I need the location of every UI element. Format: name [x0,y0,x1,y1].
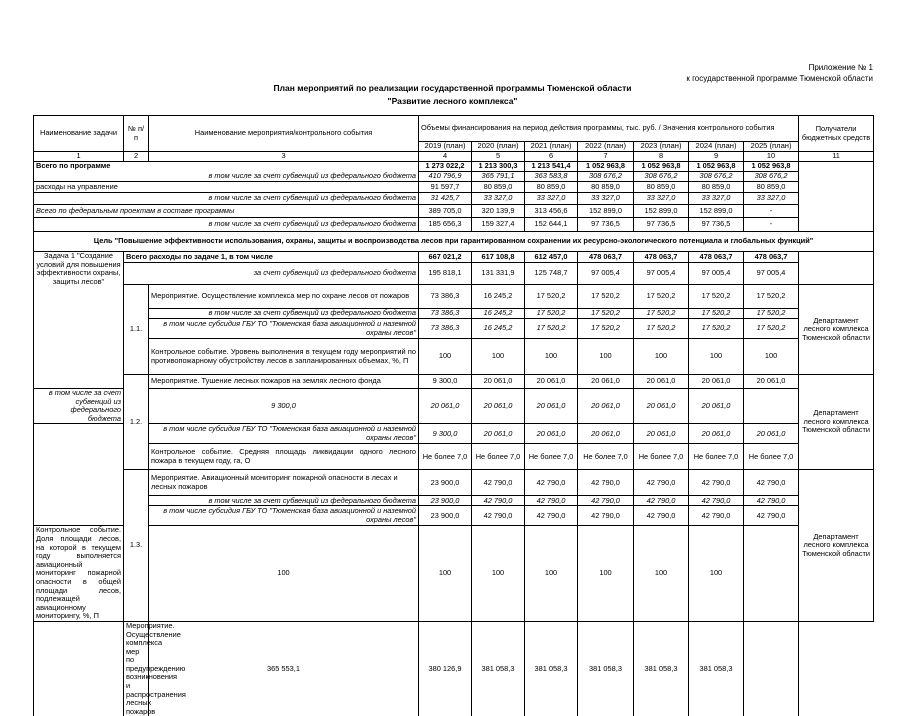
value-cell: 20 061,0 [744,424,799,444]
value-cell: 100 [578,526,634,622]
year-2024: 2024 (план) [689,142,744,152]
value-cell: 42 790,0 [744,470,799,496]
event-name: Мероприятие. Авиационный мониторинг пожарной опасности в лесах и лесных пожаров [149,470,419,496]
value-cell: 308 676,2 [744,172,799,182]
value-cell: 20 061,0 [578,389,634,424]
row-label: в том числе за счет субвенций из федерального бюджета [34,172,419,182]
value-cell: 20 061,0 [689,424,744,444]
col-number: 7 [578,152,634,162]
value-cell: 42 790,0 [525,470,578,496]
table-row [34,470,874,496]
value-cell: 100 [744,339,799,375]
value-cell: Не более 7,0 [525,444,578,470]
value-cell: 33 327,0 [634,193,689,205]
value-cell: 16 245,2 [472,285,525,309]
value-cell: 313 456,6 [525,205,578,218]
value-cell: 80 859,0 [744,182,799,193]
value-cell: 97 005,4 [689,263,744,285]
table-row [34,285,874,309]
value-cell: 381 058,3 [634,621,689,716]
year-2021: 2021 (план) [525,142,578,152]
value-cell: 23 900,0 [419,506,472,526]
col-number: 5 [472,152,525,162]
goal-text: Цель "Повышение эффективности использования, охраны, защиты и воспроизводства лесов при гарантированном сохранении их ресурсно-экологического потенциала и глобальных функций" [34,232,874,252]
value-cell: 42 790,0 [689,506,744,526]
value-cell: 1 052 963,8 [578,162,634,172]
empty-cell [799,252,874,285]
value-cell: 478 063,7 [578,252,634,263]
header-num: № п/п [124,116,149,152]
value-cell: 17 520,2 [525,309,578,319]
value-cell: 17 520,2 [525,285,578,309]
value-cell: 17 520,2 [578,309,634,319]
plan-table [33,115,874,716]
table-row [34,182,874,193]
value-cell: 1 213 541,4 [525,162,578,172]
value-cell: 9 300,0 [149,389,419,424]
value-cell: 20 061,0 [634,389,689,424]
value-cell: 97 005,4 [578,263,634,285]
header-row [34,116,874,142]
value-cell: 42 790,0 [578,506,634,526]
table-row [34,193,874,205]
event-funding-label: в том числе за счет субвенций из федерального бюджета [149,496,419,506]
value-cell: 381 058,3 [472,621,525,716]
document-title [0,82,905,108]
event-funding-label: в том числе за счет субвенций из федерального бюджета [34,389,124,424]
table-row [34,263,874,285]
value-cell: 612 457,0 [525,252,578,263]
value-cell: 20 061,0 [634,375,689,389]
value-cell: 381 058,3 [578,621,634,716]
value-cell: 33 327,0 [578,193,634,205]
recipient: Департамент лесного комплекса Тюменской области [799,375,874,470]
value-cell: 17 520,2 [689,319,744,339]
value-cell: 20 061,0 [525,389,578,424]
value-cell: 42 790,0 [578,470,634,496]
table-row [34,252,874,263]
value-cell: Не более 7,0 [689,444,744,470]
table-row [34,339,874,375]
control-event: Контрольное событие. Доля площади лесов, на которой в текущем году выполняется авиационный мониторинг пожарной опасности в общей площади лесов, подлежащей авиационному мониторингу, %, П [34,526,124,622]
event-name: Мероприятие. Осуществление комплекса мер по предупреждению возникновения и распространения лесных пожаров [124,621,149,716]
value-cell: 17 520,2 [689,309,744,319]
value-cell: 365 791,1 [472,172,525,182]
value-cell: 1 213 300,3 [472,162,525,172]
value-cell: 42 790,0 [472,470,525,496]
value-cell: Не более 7,0 [419,444,472,470]
appendix-line-1: Приложение № 1 [808,63,873,72]
empty-cell [799,162,874,232]
header-event-name: Наименование мероприятия/контрольного события [149,116,419,152]
value-cell: Не более 7,0 [472,444,525,470]
value-cell: 91 597,7 [419,182,472,193]
value-cell: 381 058,3 [525,621,578,716]
table-row [34,506,874,526]
row-label: Всего по федеральным проектам в составе программы [34,205,419,218]
value-cell: 381 058,3 [689,621,744,716]
value-cell: 100 [689,526,744,622]
value-cell: 73 386,3 [419,319,472,339]
value-cell: 23 900,0 [419,470,472,496]
value-cell: 17 520,2 [525,319,578,339]
year-2023: 2023 (план) [634,142,689,152]
control-event: Контрольное событие. Уровень выполнения в текущем году мероприятий по противопожарному обустройству лесов в запланированных объемах, %, П [149,339,419,375]
value-cell: 16 245,2 [472,309,525,319]
value-cell: 20 061,0 [744,375,799,389]
value-cell: Не более 7,0 [634,444,689,470]
event-name: Мероприятие. Осуществление комплекса мер по охране лесов от пожаров [149,285,419,309]
value-cell: 20 061,0 [525,375,578,389]
appendix-note [686,62,873,84]
year-2022: 2022 (план) [578,142,634,152]
row-label: за счет субвенций из федерального бюджета [124,263,419,285]
table-row [34,309,874,319]
table-row [34,375,874,389]
event-funding-label: в том числе субсидия ГБУ ТО "Тюменская база авиационной и наземной охраны лесов" [149,319,419,339]
value-cell: 80 859,0 [578,182,634,193]
value-cell: 20 061,0 [525,424,578,444]
event-number [34,621,124,716]
value-cell: 152 899,0 [689,205,744,218]
value-cell: 100 [689,339,744,375]
value-cell: 20 061,0 [689,389,744,424]
recipient: Департамент лесного комплекса Тюменской области [799,285,874,375]
value-cell: 20 061,0 [578,424,634,444]
value-cell: 42 790,0 [472,506,525,526]
value-cell: Не более 7,0 [578,444,634,470]
value-cell: 42 790,0 [744,496,799,506]
event-funding-label: в том числе субсидия ГБУ ТО "Тюменская база авиационной и наземной охраны лесов" [149,424,419,444]
row-label: в том числе за счет субвенций из федерального бюджета [34,193,419,205]
value-cell: 97 736,5 [634,218,689,232]
row-label: Всего расходы по задаче 1, в том числе [124,252,419,263]
title-line-2: "Развитие лесного комплекса" [387,96,518,106]
task-name: Задача 1 "Создание условий для повышения эффективности охраны, защиты лесов" [34,252,124,309]
value-cell: 42 790,0 [689,470,744,496]
value-cell: 42 790,0 [744,506,799,526]
col-number: 8 [634,152,689,162]
event-funding-label: в том числе за счет субвенций из федерального бюджета [149,309,419,319]
value-cell: 9 300,0 [419,375,472,389]
value-cell: 100 [419,339,472,375]
column-numbers-row [34,152,874,162]
value-cell: 380 126,9 [419,621,472,716]
value-cell: 17 520,2 [634,319,689,339]
value-cell: 308 676,2 [578,172,634,182]
value-cell: 80 859,0 [689,182,744,193]
value-cell: 1 052 963,8 [744,162,799,172]
goal-row [34,232,874,252]
value-cell: 152 899,0 [634,205,689,218]
control-event: Контрольное событие. Средняя площадь ликвидации одного лесного пожара в текущем году, га, О [149,444,419,470]
header-recipients: Получатели бюджетных средств [799,116,874,152]
value-cell: Не более 7,0 [744,444,799,470]
header-task-name: Наименование задачи [34,116,124,152]
event-number: 1.1. [124,285,149,375]
value-cell: 33 327,0 [525,193,578,205]
col-number: 9 [689,152,744,162]
value-cell: 17 520,2 [689,285,744,309]
event-funding-label: в том числе субсидия ГБУ ТО "Тюменская база авиационной и наземной охраны лесов" [149,506,419,526]
value-cell: 17 520,2 [744,285,799,309]
value-cell: 42 790,0 [634,496,689,506]
year-2025: 2025 (план) [744,142,799,152]
value-cell: 100 [634,339,689,375]
value-cell: 33 327,0 [689,193,744,205]
value-cell: 97 005,4 [744,263,799,285]
value-cell: 20 061,0 [419,389,472,424]
value-cell: 20 061,0 [578,375,634,389]
event-number: 1.2. [124,375,149,470]
value-cell: 42 790,0 [578,496,634,506]
table-row [34,162,874,172]
value-cell: 80 859,0 [472,182,525,193]
value-cell: 308 676,2 [689,172,744,182]
value-cell: 1 052 963,8 [634,162,689,172]
value-cell: 97 736,5 [578,218,634,232]
value-cell: 152 644,1 [525,218,578,232]
table-row [34,444,874,470]
value-cell: 73 386,3 [419,309,472,319]
value-cell: 478 063,7 [634,252,689,263]
col-number: 1 [34,152,124,162]
value-cell: 100 [472,339,525,375]
value-cell: 73 386,3 [419,285,472,309]
row-label: расходы на управление [34,182,419,193]
table-row [34,172,874,182]
value-cell: - [744,218,799,232]
value-cell: 1 273 022,2 [419,162,472,172]
table-row [34,496,874,506]
value-cell: 33 327,0 [744,193,799,205]
value-cell: 478 063,7 [689,252,744,263]
empty-cell [34,424,124,526]
table-row [34,424,874,444]
value-cell: 80 859,0 [525,182,578,193]
value-cell: 125 748,7 [525,263,578,285]
value-cell: 100 [634,526,689,622]
empty-cell [744,621,799,716]
value-cell: 42 790,0 [472,496,525,506]
value-cell: 100 [525,526,578,622]
col-number: 11 [799,152,874,162]
value-cell: 17 520,2 [634,309,689,319]
table-row [34,205,874,218]
appendix-line-2: к государственной программе Тюменской области [686,74,873,83]
col-number: 4 [419,152,472,162]
value-cell: 20 061,0 [634,424,689,444]
table-row [34,389,874,424]
value-cell: 320 139,9 [472,205,525,218]
recipient: Департамент лесного комплекса Тюменской области [799,470,874,622]
value-cell: - [744,205,799,218]
value-cell: 152 899,0 [578,205,634,218]
value-cell: 410 796,9 [419,172,472,182]
value-cell: 20 061,0 [472,424,525,444]
value-cell: 33 327,0 [472,193,525,205]
value-cell: 389 705,0 [419,205,472,218]
value-cell: 42 790,0 [634,506,689,526]
value-cell: 131 331,9 [472,263,525,285]
col-number: 3 [149,152,419,162]
event-number: 1.3. [124,470,149,622]
value-cell: 20 061,0 [472,375,525,389]
value-cell: 1 052 963,8 [689,162,744,172]
value-cell: 97 005,4 [634,263,689,285]
value-cell: 97 736,5 [689,218,744,232]
value-cell: 159 327,4 [472,218,525,232]
value-cell: 17 520,2 [578,319,634,339]
value-cell: 478 063,7 [744,252,799,263]
value-cell: 195 818,1 [419,263,472,285]
value-cell: 42 790,0 [689,496,744,506]
row-label: Всего по программе [34,162,419,172]
title-line-1: План мероприятий по реализации государственной программы Тюменской области [273,83,632,93]
header-funding: Объемы финансирования на период действия программы, тыс. руб. / Значения контрольного события [419,116,799,142]
empty-cell [34,309,124,389]
event-name: Мероприятие. Тушение лесных пожаров на землях лесного фонда [149,375,419,389]
value-cell: 667 021,2 [419,252,472,263]
value-cell: 617 108,8 [472,252,525,263]
value-cell: 42 790,0 [634,470,689,496]
year-2020: 2020 (план) [472,142,525,152]
value-cell: 100 [525,339,578,375]
col-number: 2 [124,152,149,162]
value-cell: 185 656,3 [419,218,472,232]
value-cell: 23 900,0 [419,496,472,506]
col-number: 10 [744,152,799,162]
table-row [34,319,874,339]
value-cell: 17 520,2 [744,309,799,319]
value-cell: 31 425,7 [419,193,472,205]
value-cell: 17 520,2 [744,319,799,339]
value-cell: 20 061,0 [689,375,744,389]
value-cell: 17 520,2 [578,285,634,309]
value-cell: 100 [472,526,525,622]
value-cell: 365 553,1 [149,621,419,716]
value-cell: 363 583,8 [525,172,578,182]
value-cell: 80 859,0 [634,182,689,193]
col-number: 6 [525,152,578,162]
row-label: в том числе за счет субвенций из федерального бюджета [34,218,419,232]
value-cell: 42 790,0 [525,506,578,526]
value-cell: 17 520,2 [634,285,689,309]
table-row [34,621,874,716]
value-cell: 308 676,2 [634,172,689,182]
value-cell: 9 300,0 [419,424,472,444]
value-cell: 42 790,0 [525,496,578,506]
table-row [34,218,874,232]
value-cell: 100 [578,339,634,375]
value-cell: 100 [149,526,419,622]
value-cell: 20 061,0 [472,389,525,424]
value-cell: 100 [419,526,472,622]
value-cell: 16 245,2 [472,319,525,339]
table-row [34,526,874,622]
year-2019: 2019 (план) [419,142,472,152]
